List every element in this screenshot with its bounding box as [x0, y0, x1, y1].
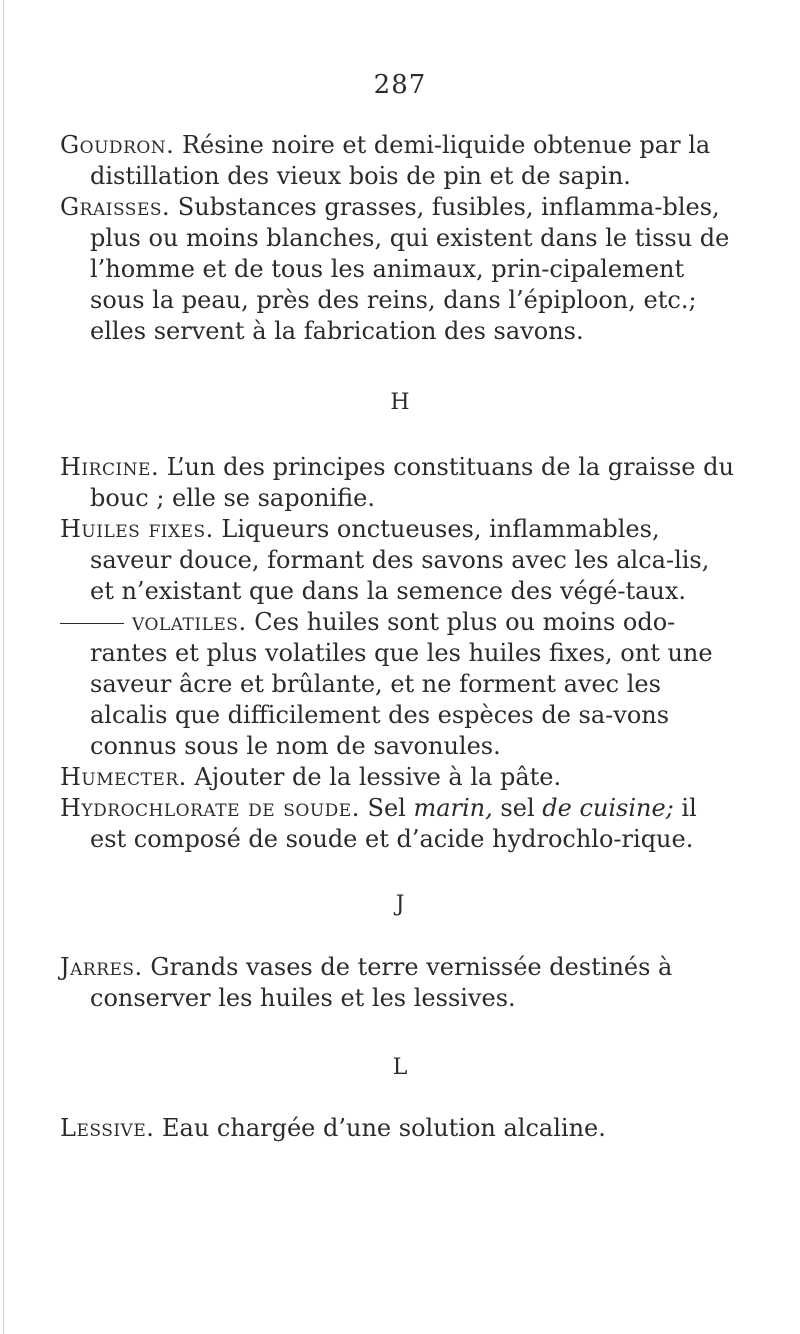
entry-term: Lessive. [60, 1114, 155, 1142]
entry-jarres [60, 952, 740, 1014]
entry-term: Huiles fixes. [60, 515, 214, 543]
entry-term: Jarres. [60, 953, 143, 981]
entry-definition: Eau chargée d’une solution alcaline. [162, 1114, 606, 1142]
entry-term: Humecter. [60, 763, 187, 791]
ditto-dash [60, 623, 124, 624]
entry-term: volatiles. [132, 608, 247, 636]
entry-hydrochlorate [60, 793, 740, 855]
entry-definition: Grands vases de terre vernissée destinés à conserver les huiles et les lessives. [90, 953, 673, 1012]
entry-definition: L’un des principes constituans de la graisse du bouc ; elle se saponifie. [90, 453, 734, 512]
entry-graisses [60, 192, 740, 347]
entry-definition-italic: marin, [413, 794, 493, 822]
section-letter-h: H [390, 390, 410, 415]
glossary-entries [60, 130, 740, 1144]
entry-definition-italic: de cuisine; [542, 794, 674, 822]
entry-definition: Résine noire et demi-liquide obtenue par la distillation des vieux bois de pin et de sapin. [90, 131, 711, 190]
entry-humecter [60, 762, 740, 793]
entry-huiles-volatiles [60, 607, 740, 762]
page-edge-rule [3, 0, 4, 1334]
section-letter-l: L [392, 1055, 408, 1080]
entry-definition-part: sel [500, 794, 535, 822]
entry-definition: Ces huiles sont plus ou moins odo-rantes et plus volatiles que les huiles fixes, ont une saveur âcre et brûlante, et ne forment avec les alcalis que difficilement des espèces de sa-vons connus sous le nom de savonules. [90, 608, 713, 760]
entry-definition-part: il est composé de soude et d’acide hydrochlo-rique. [90, 794, 697, 853]
entry-definition: Substances grasses, fusibles, inflamma-bles, plus ou moins blanches, qui existent dans le tissu de l’homme et de tous les animaux, prin-cipalement sous la peau, près des reins, dans l’épiploon, etc.; elles servent à la fabrication des savons. [90, 193, 730, 345]
entry-term: Hircine. [60, 453, 160, 481]
entry-term: Graisses. [60, 193, 171, 221]
entry-term: Goudron. [60, 131, 175, 159]
entry-definition-part: Sel [367, 794, 406, 822]
page-number: 287 [373, 70, 427, 100]
entry-huiles-fixes [60, 514, 740, 607]
section-letter-j: J [395, 892, 405, 917]
entry-goudron [60, 130, 740, 192]
entry-term: Hydrochlorate de soude. [60, 794, 360, 822]
entry-lessive [60, 1113, 740, 1144]
entry-definition: Ajouter de la lessive à la pâte. [194, 763, 562, 791]
entry-hircine [60, 452, 740, 514]
entry-definition: Liqueurs onctueuses, inflammables, saveur douce, formant des savons avec les alca-lis, et n’existant que dans la semence des végé-taux. [90, 515, 710, 605]
